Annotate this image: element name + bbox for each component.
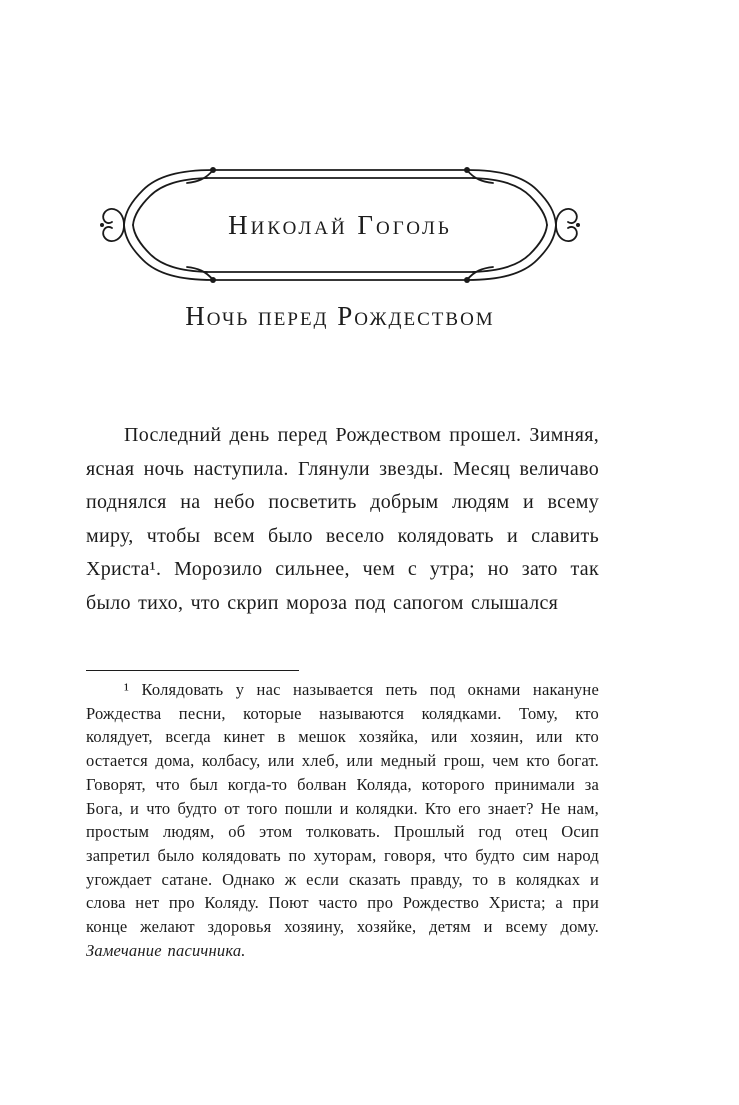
footnote [86, 678, 599, 962]
footnote-text: ¹ Колядовать у нас называется петь под окнами накануне Рождества песни, которые называются колядками. Тому, кто колядует, всегда кинет в мешок хозяйка, или хозяин, или кто остается дома, колбасу, или хлеб, или медный грош, чем кто богат. Говорят, что был когда-то болван Коляда, которого принимали за Бога, и что будто от того пошли и колядки. Кто его знает? Не нам, простым людям, об этом толковать. Прошлый год отец Осип запретил было колядовать по хуторам, говоря, что будто сим народ угождает сатане. Однако ж если сказать правду, то в колядках и слова нет про Коляду. Поют часто про Рождество Христа; а при конце желают здоровья хозяину, хозяйке, детям и всему дому. [86, 680, 599, 937]
footnote-attribution: Замечание пасичника. [86, 940, 246, 960]
author-ornament-frame [95, 164, 585, 286]
story-text [86, 419, 599, 620]
story-title: Ночь перед Рождеством [185, 301, 495, 331]
author-name: Николай Гоголь [228, 209, 452, 240]
story-paragraph: Последний день перед Рождеством прошел. Зимняя, ясная ночь наступила. Глянули звезды. Месяц величаво поднялся на небо посветить добрым людям и всему миру, чтобы всем было весело колядовать и славить Христа¹. Морозило сильнее, чем с утра; но зато так было тихо, что скрип мороза под сапогом слышался [86, 424, 599, 614]
footnote-separator [86, 670, 299, 671]
